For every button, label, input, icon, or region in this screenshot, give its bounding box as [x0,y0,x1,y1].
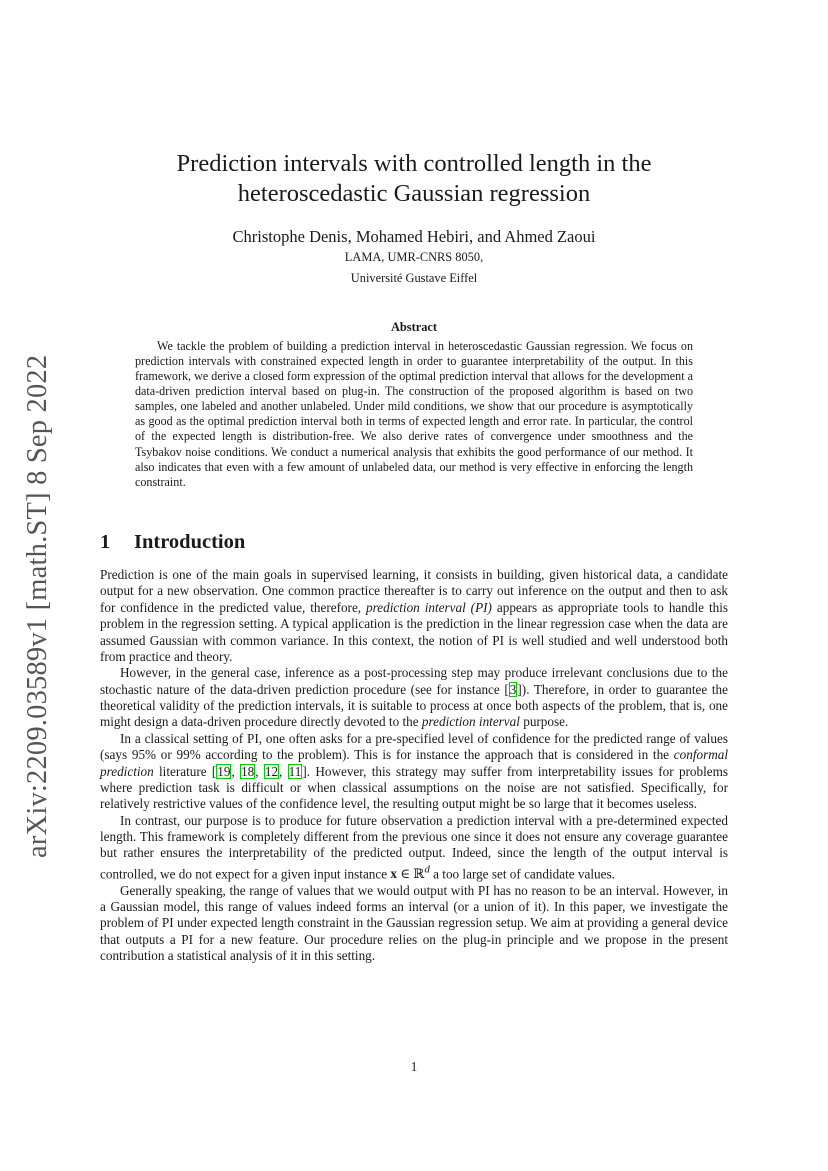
introduction-body [100,567,728,964]
abstract-text: We tackle the problem of building a prediction interval in heteroscedastic Gaussian regression. We focus on prediction intervals with constrained expected length in order to guarantee interpretability of the output. In this framework, we derive a closed form expression of the optimal prediction interval that allows for the development a data-driven prediction interval based on plug-in. The construction of the proposed algorithm is based on two samples, one labeled and another unlabeled. Under mild conditions, we show that our procedure is asymptotically as good as the optimal prediction interval both in terms of expected length and error rate. In particular, the control of the expected length is distribution-free. We also derive rates of convergence under smoothness and the Tsybakov noise conditions. We conduct a numerical analysis that exhibits the good performance of our method. It also indicates that even with a few amount of unlabeled data, our method is very effective in enforcing the length constraint. [135,339,693,489]
text-run: In contrast, our purpose is to produce for future observation a prediction interval with a pre-determined expected length. This framework is completely different from the previous one since it does not ensure any coverage guarantee but rather ensures the interpretability of the predicted output. Indeed, since the length of the output interval is controlled, we do not expect for a given input instance [100,812,728,882]
emphasis-prediction-interval: prediction interval [421,714,520,730]
page-number: 1 [410,1059,418,1074]
emphasis-conformal-prediction: conformal prediction [100,747,728,779]
text-run: ). Therefore, in order to guarantee the theoretical validity of the prediction intervals, it is suitable to process at once both aspects of the problem, that is, one might design a data-driven procedure directly devoted to the [100,681,728,730]
paper-title: Prediction intervals with controlled length in the heteroscedastic Gaussian regression [176,150,652,207]
citation-link[interactable]: 18 [241,763,255,779]
text-run: appears as appropriate tools to handle this problem in the regression setting. A typical application is the prediction in the linear regression case when the data are assumed Gaussian with common variance. In this context, the notion of PI is well studied and well understood both from practice and theory. [100,599,728,664]
text-run: Prediction is one of the main goals in supervised learning, it consists in building, given historical data, a candidate output for a new observation. One common practice thereafter is to carry out inference on the output and then to ask for confidence in the predicted value, therefore, [100,567,728,615]
section-heading-introduction [100,531,245,554]
citation-link[interactable]: 12 [264,763,279,779]
arxiv-identifier-stamp: arXiv:2209.03589v1 [math.ST] 8 Sep 2022 [22,354,53,858]
citation-link[interactable]: 11 [288,763,302,779]
intro-paragraph-4 [100,813,728,883]
math-input-instance: x ∈ ℝ$^d$ [390,863,430,882]
text-run: literature [ [153,763,217,779]
abstract-heading: Abstract [390,320,438,334]
text-run: ]. However, this strategy may suffer from interpretability issues for problems where prediction task is difficult or when classical assumptions on the noise are not satisfied. Specifically, for relatively restrictive values of the confidence level, the resulting output might be so large that it becomes useless. [100,763,729,812]
text-run: In a classical setting of PI, one often asks for a pre-specified level of confidence for the predicted range of values (says 95% or 99% according to the problem). This is for instance the approach that is considered in the [100,730,728,763]
text-run: purpose. [519,714,569,730]
section-number: 1 [100,531,111,553]
affiliation-university: Université Gustave Eiffel [350,271,478,285]
affiliation-lab: LAMA, UMR-CNRS 8050, [344,250,484,264]
intro-paragraph-2: However, in the general case, inference as a post-processing step may produce irrelevant conclusions due to the stochastic nature of the data-driven prediction procedure (see for instance [3]). Therefore, in order to guarantee the theoretical validity of the prediction intervals, it is suitable to process at once both aspects of the problem, that is, one might design a data-driven procedure directly devoted to the prediction interval purpose. [100,665,728,730]
text-run: However, in the general case, inference as a post-processing step may produce irrelevant conclusions due to the stochastic nature of the data-driven prediction procedure (see for instance [100,665,728,697]
emphasis-prediction-interval: prediction interval (PI) [366,599,492,615]
author-list: Christophe Denis, Mohamed Hebiri, and Ahmed Zaoui [232,227,596,246]
text-run: a too large set of candidate values. [429,866,615,882]
citation-link[interactable]: 19 [217,763,231,779]
intro-paragraph-3: In a classical setting of PI, one often asks for a pre-specified level of confidence for the predicted range of values (says 95% or 99% according to the problem). This is for instance the approach that is considered in the conformal prediction literature [19, 18, 12, 11]. However, this strategy may suffer from interpretability issues for problems where prediction task is difficult or when classical assumptions on the noise are not satisfied. Specifically, for relatively restrictive values of the confidence level, the resulting output might be so large that it becomes useless. [100,730,729,812]
citation-link[interactable]: 3 [509,681,517,697]
intro-paragraph-5: Generally speaking, the range of values that we would output with PI has no reason to be an interval. However, in a Gaussian model, this range of values indeed forms an interval (or a union of it). In this paper, we investigate the problem of PI under expected length constraint in the Gaussian regression setup. We aim at providing a general device that outputs a PI for a new feature. Our procedure relies on the plug-in principle and we propose in the present contribution a statistical analysis of it in this setting. [100,882,728,964]
intro-paragraph-1 [100,567,728,665]
section-title: Introduction [134,531,246,553]
